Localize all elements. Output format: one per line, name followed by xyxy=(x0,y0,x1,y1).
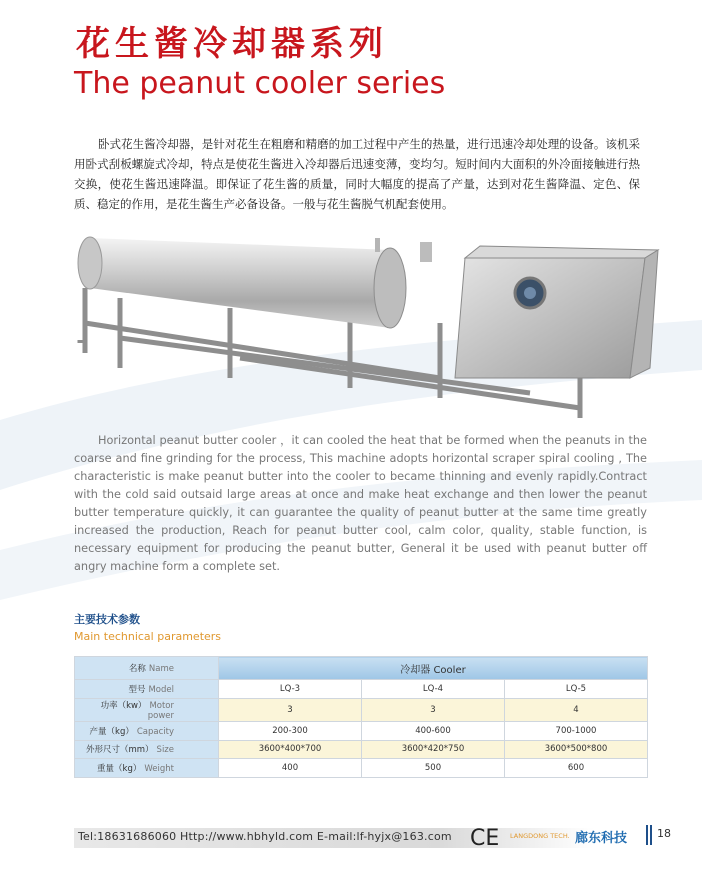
table-cell: 3600*420*750 xyxy=(362,740,505,759)
table-header-row xyxy=(75,657,648,680)
label-cn: 型号 xyxy=(128,684,146,695)
ce-mark-text: CE xyxy=(470,826,500,850)
page-title-en: The peanut cooler series xyxy=(74,66,446,101)
table-cell: 600 xyxy=(505,759,648,778)
brand-name-en: LANGDONG TECH. xyxy=(510,832,570,840)
peanut-cooler-photo xyxy=(60,228,700,428)
intro-paragraph-en: Horizontal peanut butter cooler ，it can cooled the heat that be formed when the peanuts in the coarse and fine grinding for the process, This machine adopts horizontal scraper spiral cooling , The characteristic is make peanut butter into the cooler to became thinning and evenly rapidly.Contract with the cold said outsaid large areas at once and make heat exchange and then lower the peanut butter temperature quickly, it can guarantee the quality of peanut butter at the same time greatly increased the production, Reach for peanut butter cool, calm color, quality, stable function, is necessary equipment for producing the peanut butter, General it be used with peanut butter off angry machine form a complete set. xyxy=(74,434,647,573)
footer-contact: Tel:18631686060 Http://www.hbhyld.com E-mail:lf-hyjx@163.com xyxy=(78,830,452,843)
label-en: Capacity xyxy=(136,726,174,737)
table-cell: 400 xyxy=(219,759,362,778)
label-en: Weight xyxy=(144,764,174,775)
divider-bar xyxy=(646,825,648,845)
label-cn: 功率（kw） xyxy=(100,700,147,711)
ce-mark-icon xyxy=(470,824,500,850)
table-row xyxy=(75,759,648,778)
table-header-label xyxy=(75,657,219,680)
table-cell: 700-1000 xyxy=(505,721,648,740)
label-cn: 外形尺寸（mm） xyxy=(85,745,154,756)
row-label xyxy=(75,759,219,778)
table-row xyxy=(75,721,648,740)
table-row xyxy=(75,698,648,721)
section-heading-en: Main technical parameters xyxy=(74,630,222,643)
row-label xyxy=(75,680,219,699)
row-label xyxy=(75,721,219,740)
section-heading-cn: 主要技术参数 xyxy=(74,613,140,626)
label-en: Model xyxy=(148,684,174,695)
intro-paragraph-cn: 卧式花生酱冷却器，是针对花生在粗磨和精磨的加工过程中产生的热量，进行迅速冷却处理的设备。该机采用卧式刮板螺旋式冷却，特点是使花生酱进入冷却器后迅速变薄，变均匀。短时间内大面积的外冷面接触进行热交换，使花生酱迅速降温。即保证了花生酱的质量，同时大幅度的提高了产量，达到对花生酱降温、定色、保质、稳定的作用，是花生酱生产必备设备。一般与花生酱脱气机配套使用。 xyxy=(74,137,640,211)
label-en: Motor power xyxy=(147,700,174,721)
table-row xyxy=(75,680,648,699)
table-cell: 400-600 xyxy=(362,721,505,740)
label-en: Size xyxy=(156,745,174,756)
table-cell: 3600*500*800 xyxy=(505,740,648,759)
brand-name-cn: 廊东科技 xyxy=(575,831,628,846)
row-label xyxy=(75,698,219,721)
page-title-cn: 花生酱冷却器系列 xyxy=(76,24,388,64)
table-cell: LQ-5 xyxy=(505,680,648,699)
page-number: 18 xyxy=(657,827,671,840)
table-header-value: 冷却器 Cooler xyxy=(219,657,648,680)
table-cell: 3 xyxy=(362,698,505,721)
table-cell: 200-300 xyxy=(219,721,362,740)
table-cell: 500 xyxy=(362,759,505,778)
technical-parameters-table xyxy=(74,656,648,778)
table-cell: 4 xyxy=(505,698,648,721)
label-cn: 重量（kg） xyxy=(97,764,142,775)
table-cell: 3 xyxy=(219,698,362,721)
label-cn: 名称 xyxy=(128,664,146,674)
row-label xyxy=(75,740,219,759)
divider-bar xyxy=(650,825,652,845)
label-en: Name xyxy=(148,664,174,674)
table-cell: LQ-3 xyxy=(219,680,362,699)
table-row xyxy=(75,740,648,759)
label-cn: 产量（kg） xyxy=(89,726,134,737)
table-cell: 3600*400*700 xyxy=(219,740,362,759)
table-cell: LQ-4 xyxy=(362,680,505,699)
